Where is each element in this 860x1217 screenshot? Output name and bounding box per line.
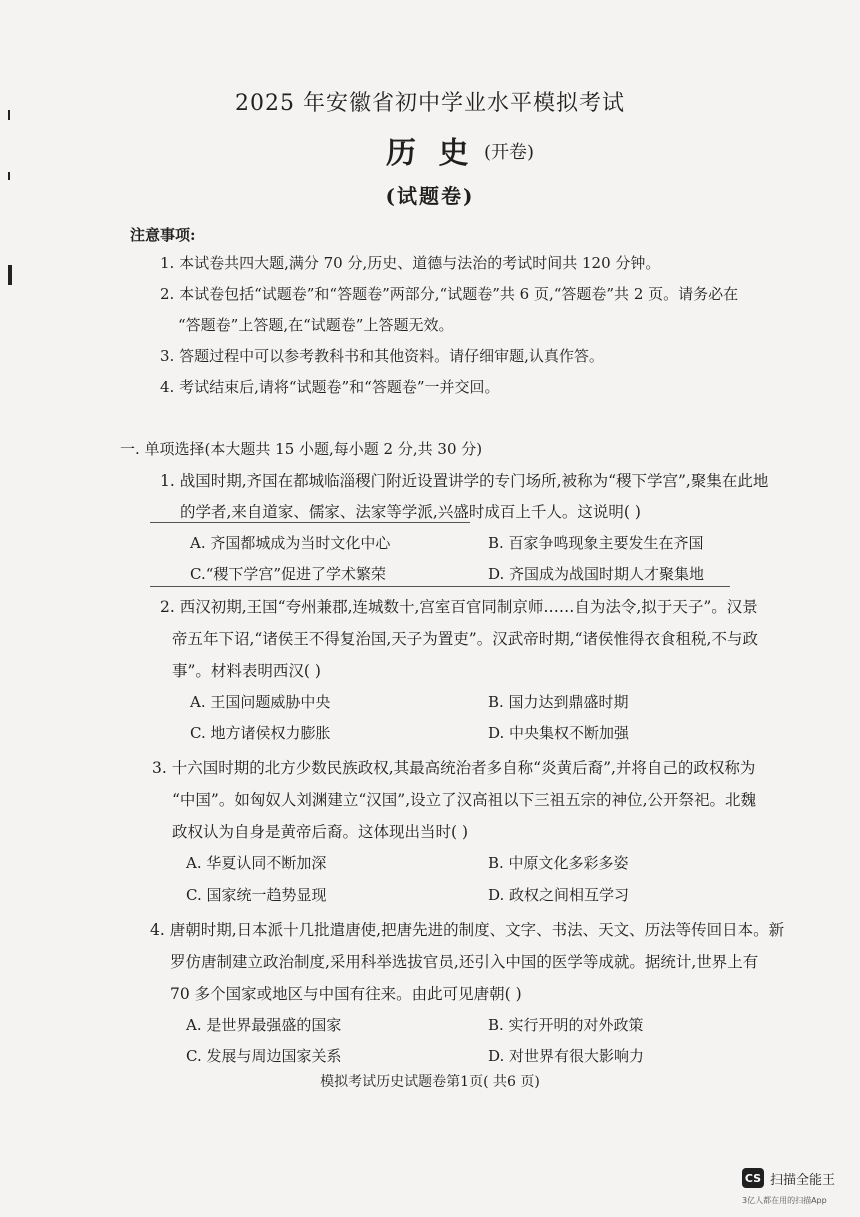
option-d: D. 对世界有很大影响力 (488, 1047, 645, 1065)
option-c: C. 地方诸侯权力膨胀 (190, 724, 331, 742)
question-line: 事”。材料表明西汉( ) (172, 662, 321, 680)
question-line: 70 多个国家或地区与中国有往来。由此可见唐朝( ) (170, 985, 522, 1003)
section-heading: 一. 单项选择(本大题共 15 小题,每小题 2 分,共 30 分) (120, 440, 483, 458)
paper-type: (试题卷) (385, 184, 475, 208)
note-item: 4. 考试结束后,请将“试题卷”和“答题卷”一并交回。 (160, 378, 500, 396)
option-c: C. 国家统一趋势显现 (186, 886, 327, 904)
pencil-underline (150, 522, 470, 523)
question-line: “中国”。如匈奴人刘渊建立“汉国”,设立了汉高祖以下三祖五宗的神位,公开祭祀。北魏 (172, 791, 757, 809)
note-item: 2. 本试卷包括“试题卷”和“答题卷”两部分,“试题卷”共 6 页,“答题卷”共 2 页。请务必在 (160, 285, 739, 303)
scanner-tagline: 3亿人都在用的扫描App (742, 1196, 827, 1205)
pencil-underline (150, 586, 730, 587)
scan-mark (8, 172, 10, 180)
question-line: 3. 十六国时期的北方少数民族政权,其最高统治者多自称“炎黄后裔”,并将自己的政权称为 (152, 759, 756, 777)
option-c: C.“稷下学宫”促进了学术繁荣 (190, 565, 387, 583)
exam-title: 2025 年安徽省初中学业水平模拟考试 (235, 91, 625, 116)
note-item: 3. 答题过程中可以参考教科书和其他资料。请仔细审题,认真作答。 (160, 347, 604, 365)
subject-note: (开卷) (484, 142, 535, 163)
option-a: A. 王国问题威胁中央 (190, 693, 331, 711)
scanner-watermark (742, 1168, 835, 1188)
option-b: B. 实行开明的对外政策 (488, 1016, 644, 1034)
option-a: A. 华夏认同不断加深 (186, 854, 327, 872)
question-line: 4. 唐朝时期,日本派十几批遣唐使,把唐先进的制度、文字、书法、天文、历法等传回日本。新 (150, 921, 785, 939)
note-item: 1. 本试卷共四大题,满分 70 分,历史、道德与法治的考试时间共 120 分钟。 (160, 254, 661, 272)
option-c: C. 发展与周边国家关系 (186, 1047, 342, 1065)
scanner-name: 扫描全能王 (770, 1172, 836, 1188)
option-d: D. 政权之间相互学习 (488, 886, 630, 904)
option-a: A. 齐国都城成为当时文化中心 (190, 534, 391, 552)
option-b: B. 国力达到鼎盛时期 (488, 693, 629, 711)
question-line: 政权认为自身是黄帝后裔。这体现出当时( ) (172, 823, 469, 841)
option-d: D. 齐国成为战国时期人才聚集地 (488, 565, 705, 583)
scan-mark (8, 265, 12, 285)
option-a: A. 是世界最强盛的国家 (186, 1016, 342, 1034)
question-line: 2. 西汉初期,王国“夸州兼郡,连城数十,宫室百官同制京师……自为法令,拟于天子”。汉景 (160, 598, 758, 616)
question-line: 帝五年下诏,“诸侯王不得复治国,天子为置吏”。汉武帝时期,“诸侯惟得衣食租税,不与政 (172, 630, 758, 648)
question-line: 的学者,来自道家、儒家、法家等学派,兴盛时成百上千人。这说明( ) (180, 503, 641, 521)
note-item: “答题卷”上答题,在“试题卷”上答题无效。 (178, 316, 454, 334)
option-b: B. 百家争鸣现象主要发生在齐国 (488, 534, 704, 552)
subject-title: 历 史 (386, 136, 475, 171)
camscanner-logo-icon: CS (742, 1168, 764, 1188)
question-line: 罗仿唐制建立政治制度,采用科举选拔官员,还引入中国的医学等成就。据统计,世界上有 (170, 953, 759, 971)
notes-heading: 注意事项: (130, 226, 196, 244)
option-b: B. 中原文化多彩多姿 (488, 854, 629, 872)
page-footer: 模拟考试历史试题卷第1页( 共6 页) (320, 1074, 540, 1090)
question-line: 1. 战国时期,齐国在都城临淄稷门附近设置讲学的专门场所,被称为“稷下学宫”,聚集在此地 (160, 472, 769, 490)
option-d: D. 中央集权不断加强 (488, 724, 630, 742)
